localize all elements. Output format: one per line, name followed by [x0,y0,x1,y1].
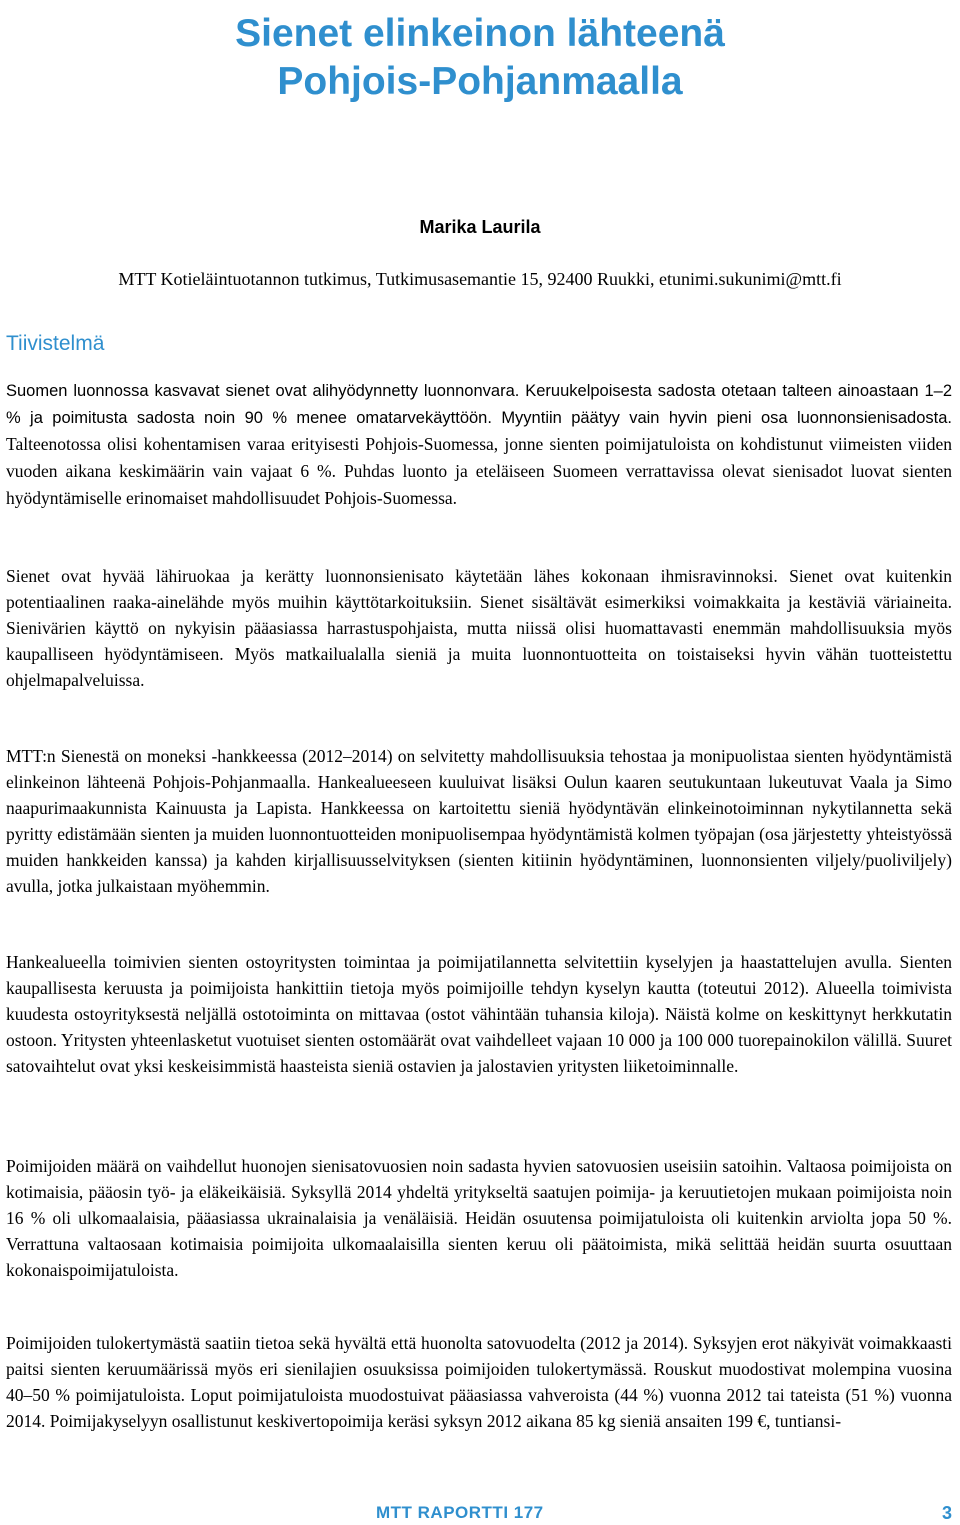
page-title [0,10,960,106]
page-footer [0,1500,960,1525]
abstract-intro [6,378,952,512]
body-paragraph: Poimijoiden tulokertymästä saatiin tietoa sekä hyvältä että huonolta satovuodelta (2012 ja 2014). Syksyjen erot näkyivät voimakkaasti paitsi sienten keruumäärissä myös eri sienilajien osuuksissa poimijoiden tulokertymässä. Rouskut muodostivat molempina vuosina 40–50 % poimijatuloista. Loput poimijatuloista muodostuivat pääasiassa vahveroista (44 %) vuonna 2012 tai tateista (51 %) vuonna 2014. Poimijakyselyyn osallistunut keskivertopoimija keräsi syksyn 2012 aikana 85 kg sieniä ansaiten 199 €, tuntiansi- [6,1333,952,1431]
title-line-1: Sienet elinkeinon lähteenä [235,12,725,55]
abstract-intro-sans: Suomen luonnossa kasvavat sienet ovat alihyödynnetty luonnonvara. Keruukelpoisesta sadosta otetaan talteen ainoastaan 1–2 % ja poimitusta sadosta noin 90 % menee omatarvekäyttöön. Myyntiin päätyy vain hyvin pieni osa luonnonsienisadosta. [6,382,952,427]
title-line-2: Pohjois-Pohjanmaalla [277,60,683,103]
author-affiliation: MTT Kotieläintuotannon tutkimus, Tutkimusasemantie 15, 92400 Ruukki, etunimi.sukunimi@mtt.fi [118,269,842,289]
abstract-intro-serif: Talteenotossa olisi kohentamisen varaa erityisesti Pohjois-Suomessa, jonne sienten poimijatuloista on kohdistunut viimeisten viiden vuoden aikana keskimäärin vain vajaat 6 %. Puhdas luonto ja eteläiseen Suomeen verrattavissa olevat sienisadot luovat sienten hyödyntämiselle erinomaiset mahdollisuudet Pohjois-Suomessa. [6,434,952,508]
body-paragraph: MTT:n Sienestä on moneksi -hankkeessa (2012–2014) on selvitetty mahdollisuuksia tehostaa ja monipuolistaa sienten hyödyntämistä elinkeinon lähteenä Pohjois-Pohjanmaalla. Hankealueeseen kuuluivat lisäksi Oulun kaaren seutukuntaan lukeutuvat Vaala ja Simo naapurimaakunnista Kainuusta ja Lapista. Hankkeessa on kartoitettu sieniä hyödyntävän elinkeinotoiminnan nykytilannetta sekä pyritty edistämään sienten ja muiden luonnontuotteiden monipuolisempaa hyödyntämistä kolmen työpajan (osa järjestetty yhteistyössä muiden hankkeiden kanssa) ja kahden kirjallisuusselvityksen (sienten kitiinin hyödyntäminen, luonnonsienten viljely/puoliviljely) avulla, jotka julkaistaan myöhemmin. [6,746,952,896]
abstract-heading: Tiivistelmä [6,332,105,355]
report-series-label: MTT RAPORTTI 177 [376,1503,544,1522]
author-name: Marika Laurila [419,217,541,237]
body-paragraph: Hankealueella toimivien sienten ostoyritysten toimintaa ja poimijatilannetta selvitettiin kyselyjen ja haastattelujen avulla. Sienten kaupallisesta keruusta ja poimijoista hankittiin tietoja myös poimijoille tehdyn kyselyn kautta (toteutui 2012). Alueella toimivista kuudesta ostoyrityksestä neljällä ostotoiminta on mittavaa (ostot vähintään tuhansia kiloja). Näistä kolme on keskittynyt herkkutatin ostoon. Yritysten yhteenlasketut vuotuiset sienten ostomäärät ovat vaihdelleet vajaan 10 000 ja 100 000 tuorepainokilon välillä. Suuret satovaihtelut ovat yksi keskeisimmistä haasteista sieniä ostavien ja jalostavien yritysten liiketoiminnalle. [6,952,952,1076]
page-number: 3 [941,1503,952,1523]
body-paragraph: Poimijoiden määrä on vaihdellut huonojen sienisatovuosien noin sadasta hyvien satovuosien useisiin satoihin. Valtaosa poimijoista on kotimaisia, pääosin työ- ja eläkeikäisiä. Syksyllä 2014 yhdeltä yritykseltä saatujen poimija- ja keruutietojen mukaan poimijoista noin 16 % oli ulkomaalaisia, pääasiassa ukrainalaisia ja venäläisiä. Heidän osuutensa poimijatuloista oli kuitenkin arviolta jopa 50 %. Verrattuna valtaosaan kotimaisia poimijoita ulkomaalaisilla sienten keruu oli päätoimista, mikä selittää heidän suurta osuuttaan kokonaispoimijatuloista. [6,1156,952,1280]
body-paragraph: Sienet ovat hyvää lähiruokaa ja kerätty luonnonsienisato käytetään lähes kokonaan ihmisravinnoksi. Sienet ovat kuitenkin potentiaalinen raaka-ainelähde myös muihin käyttötarkoituksiin. Sienet sisältävät esimerkiksi voimakkaita ja kestäviä väriaineita. Sienivärien käyttö on nykyisin pääasiassa harrastuspohjaista, mutta niissä olisi huomattavasti enemmän mahdollisuuksia myös kaupalliseen hyödyntämiseen. Myös matkailualalla sieniä ja muita luonnontuotteita on toistaiseksi hyvin vähän tuotteistettu ohjelmapalveluissa. [6,566,952,690]
